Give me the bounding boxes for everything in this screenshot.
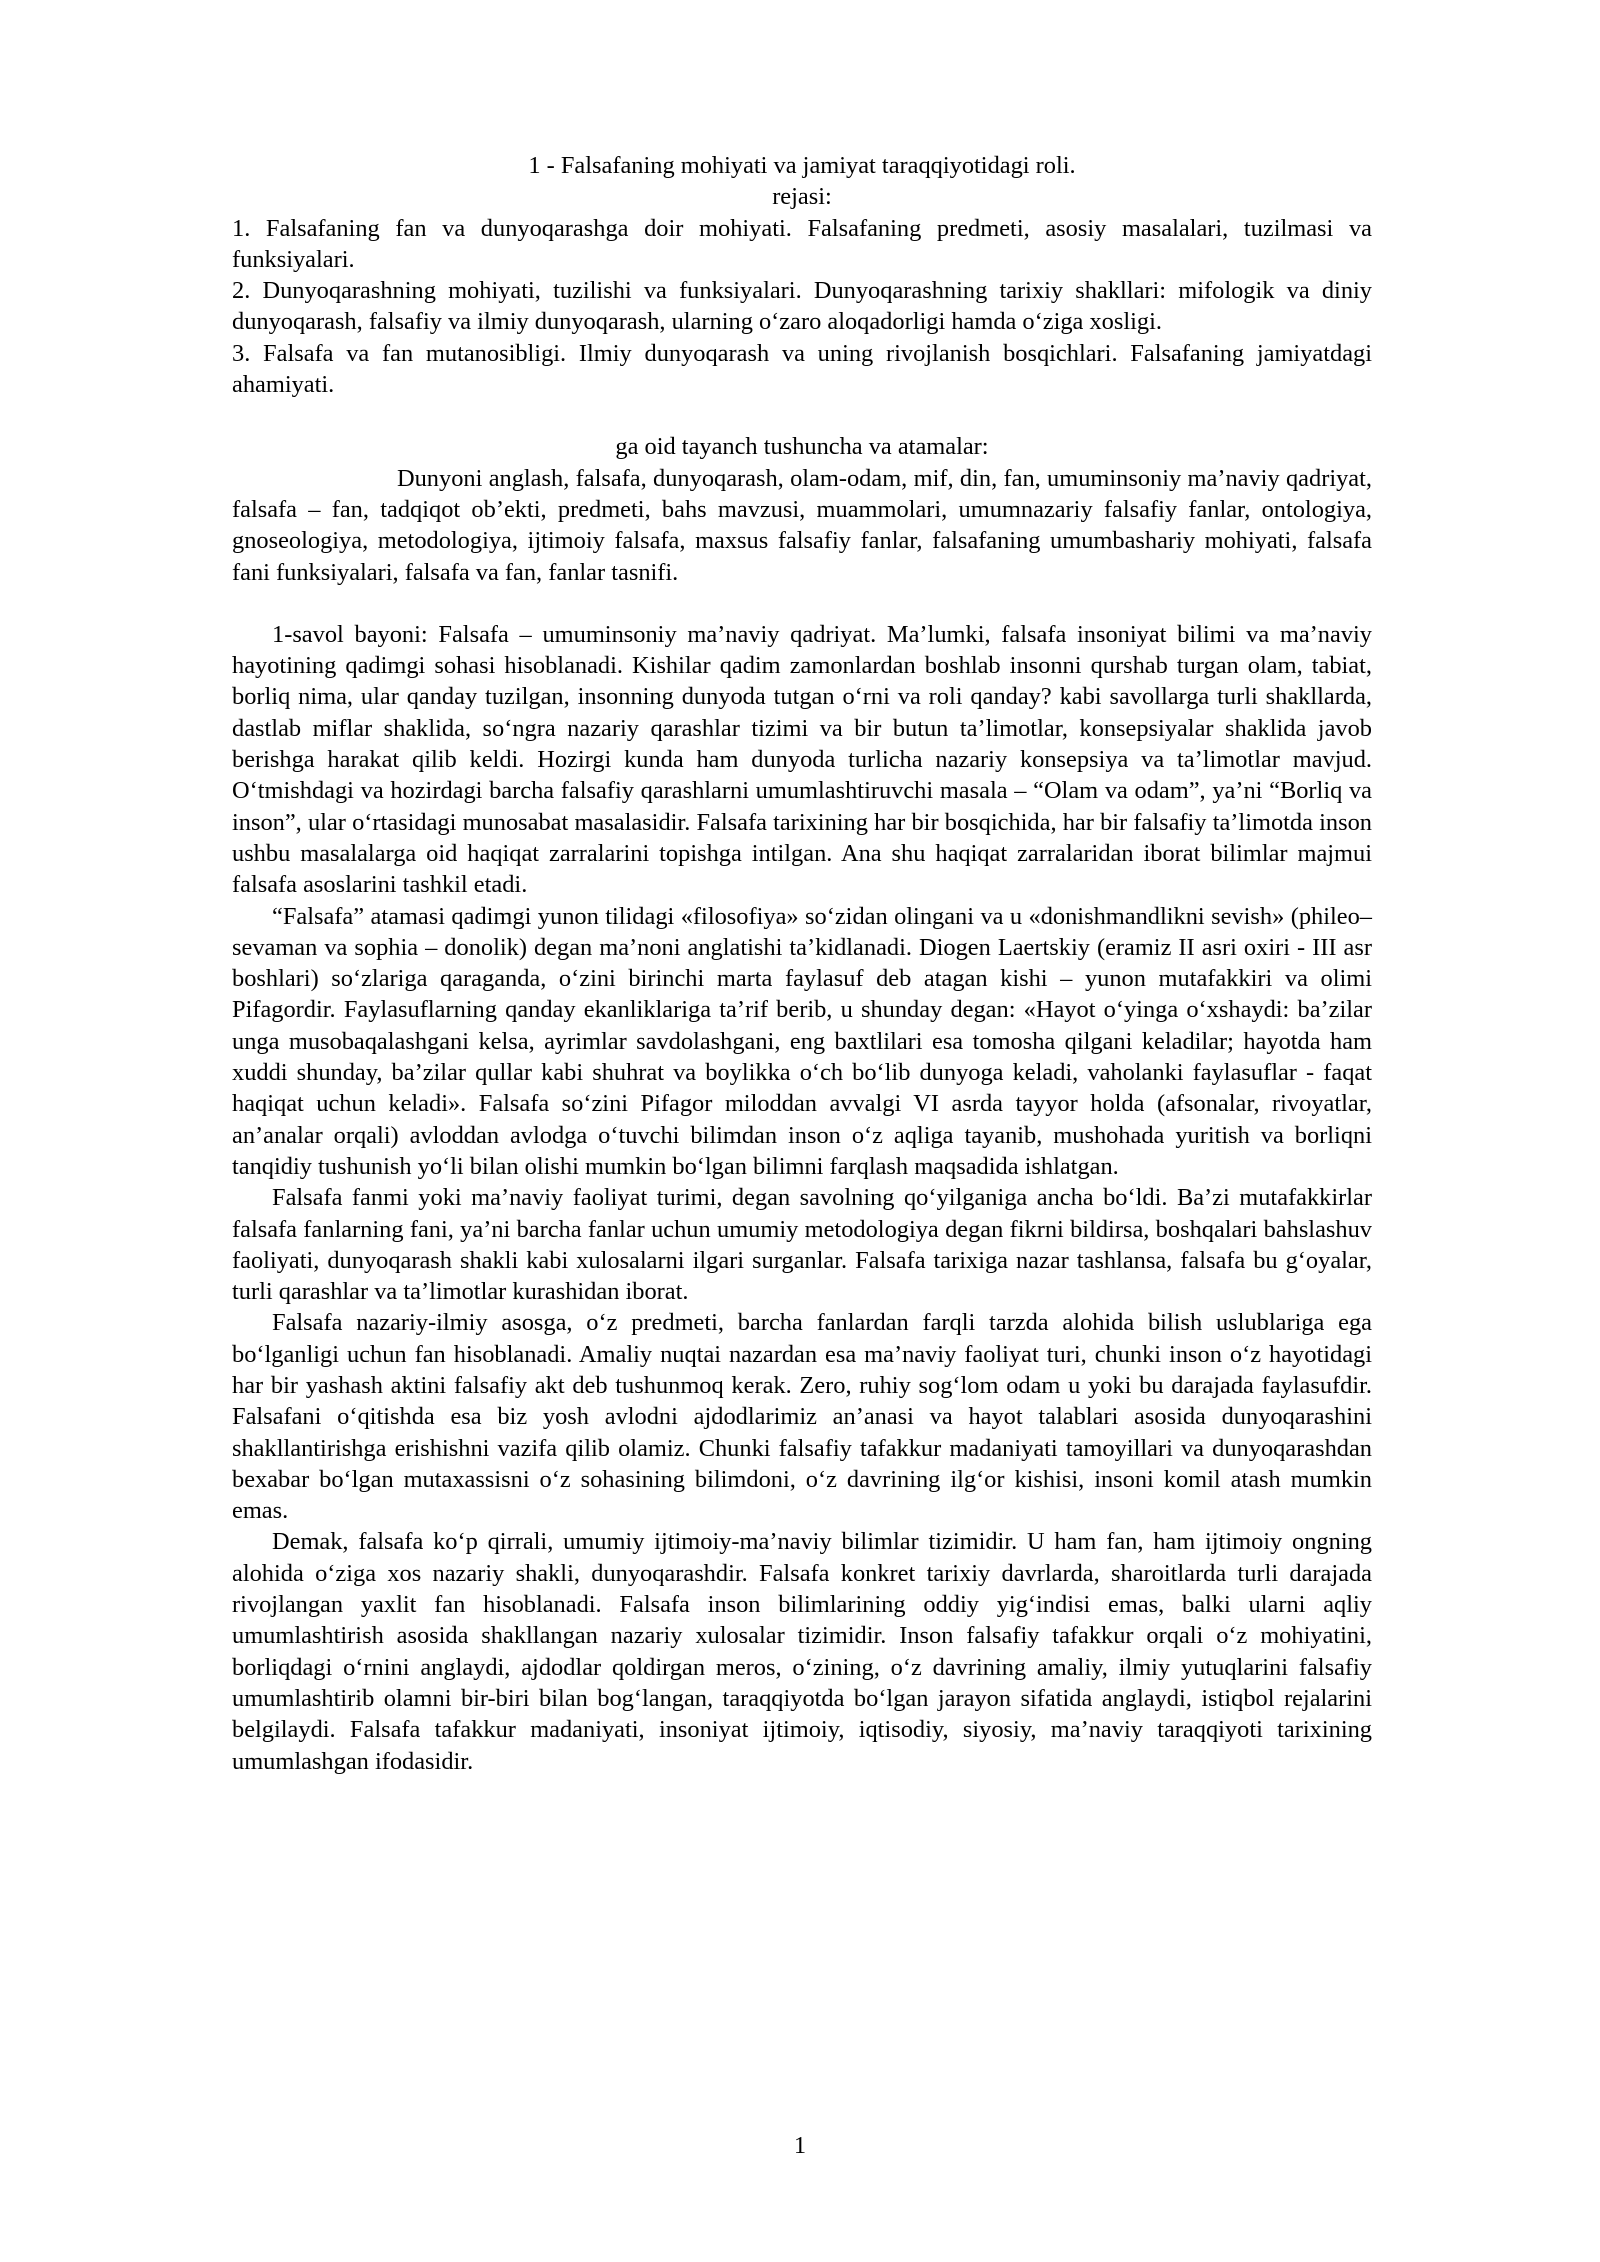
body-paragraph: Falsafa nazariy-ilmiy asosga, o‘z predmeti, barcha fanlardan farqli tarzda alohida bilish uslublariga ega bo‘lganligi uchun fan hisoblanadi. Amaliy nuqtai nazardan esa ma’naviy faoliyat turi, chunki inson o‘z hayotidagi har bir yashash aktini falsafiy akt deb tushunmoq kerak. Zero, ruhiy sog‘lom odam u yoki bu darajada faylasufdir. Falsafani o‘qitishda esa biz yosh avlodni ajdodlarimiz an’anasi va hayot talablari asosida dunyoqarashini shakllantirishga erishishni vazifa qilib olamiz. Chunki falsafiy tafakkur madaniyati tamoyillari va dunyoqarashdan bexabar bo‘lgan mutaxassisni o‘z sohasining bilimdoni, o‘z davrining ilg‘or kishisi, insoni komil atash mumkin emas. xyxy=(232,1309,1372,1525)
plan-item-2: 2. Dunyoqarashning mohiyati, tuzilishi va funksiyalari. Dunyoqarashning tarixiy shakllari: mifologik va diniy dunyoqarash, falsafiy va ilmiy dunyoqarash, ularning o‘zaro aloqadorligi hamda o‘ziga xosligi. xyxy=(232,277,1372,336)
plan-label: rejasi: xyxy=(772,183,832,211)
document-title: 1 - Falsafaning mohiyati va jamiyat taraqqiyotidagi roli. xyxy=(528,152,1076,179)
body-paragraph: 1-savol bayoni: Falsafa – umuminsoniy ma’naviy qadriyat. Ma’lumki, falsafa insoniyat bilimi va ma’naviy hayotining qadimgi sohasi hisoblanadi. Kishilar qadim zamonlardan boshlab insonni qurshab turgan olam, tabiat, borliq nima, ular qanday tuzilgan, insonning dunyoda tutgan o‘rni va roli qanday? kabi savollarga turli shakllarda, dastlab miflar shaklida, so‘ngra nazariy qarashlar tizimi va bir butun ta’limotlar, konsepsiyalar shaklida javob berishga harakat qilib keldi. Hozirgi kunda ham dunyoda turlicha nazariy konsepsiya va ta’limotlar mavjud. O‘tmishdagi va hozirdagi barcha falsafiy qarashlarni umumlashtiruvchi masala – “Olam va odam”, ya’ni “Borliq va inson”, ular o‘rtasidagi munosabat masalasidir. Falsafa tarixining har bir bosqichida, har bir falsafiy ta’limotda inson ushbu masalalarga oid haqiqat zarralarini topishga intilgan. Ana shu haqiqat zarralaridan iborat bilimlar majmui falsafa asoslarini tashkil etadi. xyxy=(232,620,1372,899)
body-paragraph: Demak, falsafa ko‘p qirrali, umumiy ijtimoiy-ma’naviy bilimlar tizimidir. U ham fan, ham ijtimoiy ongning alohida o‘ziga xos nazariy shakli, dunyoqarashdir. Falsafa konkret tarixiy davrlarda, sharoitlarda turli darajada rivojlangan yaxlit fan hisoblanadi. Falsafa inson bilimlarining oddiy yig‘indisi emas, balki ularni aqliy umumlashtirish asosida shakllangan nazariy xulosalar tizimidir. Inson falsafiy tafakkur orqali o‘z mohiyatini, borliqdagi o‘rnini anglaydi, ajdodlar qoldirgan meros, o‘zining, o‘z davrining amaliy, ilmiy yutuqlarini falsafiy umumlashtirib olamni bir-biri bilan bog‘langan, taraqqiyotda bo‘lgan jarayon sifatida anglaydi, istiqbol rejalarini belgilaydi. Falsafa tafakkur madaniyati, insoniyat ijtimoiy, iqtisodiy, siyosiy, ma’naviy taraqqiyoti tarixining umumlashgan ifodasidir. xyxy=(232,1528,1372,1775)
body-paragraph: Falsafa fanmi yoki ma’naviy faoliyat turimi, degan savolning qo‘yilganiga ancha bo‘ldi. Ba’zi mutafakkirlar falsafa fanlarning fani, ya’ni barcha fanlar uchun umumiy metodologiya degan fikrni bildirsa, boshqalari bahslashuv faoliyati, dunyoqarash shakli kabi xulosalarni ilgari surganlar. Falsafa tarixiga nazar tashlansa, falsafa bu g‘oyalar, turli qarashlar va ta’limotlar kurashidan iborat. xyxy=(232,1184,1372,1306)
document-page xyxy=(232,150,1372,1777)
plan-item-3: 3. Falsafa va fan mutanosibligi. Ilmiy dunyoqarash va uning rivojlanish bosqichlari. Falsafaning jamiyatdagi ahamiyati. xyxy=(232,339,1372,399)
body-paragraph: “Falsafa” atamasi qadimgi yunon tilidagi «filosofiya» so‘zidan olingani va u «donishmandlikni sevish» (phileo– sevaman va sophia – donolik) degan ma’noni anglatishi ta’kidlanadi. Diogen Laertskiy (eramiz II asri oxiri - III asr boshlari) so‘zlariga qaraganda, o‘zini birinchi marta faylasuf deb atagan kishi – yunon mutafakkiri va olimi Pifagordir. Faylasuflarning qanday ekanliklariga ta’rif berib, u shunday degan: «Hayot o‘yinga o‘xshaydi: ba’zilar unga musobaqalashgani kelsa, ayrimlar savdolashgani, eng baxtlilari esa tomosha qilgani keladilar; hayotda ham xuddi shunday, ba’zilar qullar kabi shuhrat va boylikka o‘ch bo‘lib dunyoga keladi, vaholanki faylasuflar - faqat haqiqat uchun keladi». Falsafa so‘zini Pifagor miloddan avvalgi VI asrda tayyor holda (afsonalar, rivoyatlar, an’analar orqali) avloddan avlodga o‘tuvchi bilimdan inson o‘z aqliga tayanib, mushohada yuritish va borliqni tanqidiy tushunish yo‘li bilan olishi mumkin bo‘lgan bilimni farqlash maqsadida ishlatgan. xyxy=(232,902,1372,1180)
terms-text: Dunyoni anglash, falsafa, dunyoqarash, olam-odam, mif, din, fan, umuminsoniy ma’naviy qadriyat, falsafa – fan, tadqiqot ob’ekti, predmeti, bahs mavzusi, muammolari, umumnazariy falsafiy fanlar, ontologiya, gnoseologiya, metodologiya, ijtimoiy falsafa, maxsus falsafiy fanlar, falsafaning umumbashariy mohiyati, falsafa fani funksiyalari, falsafa va fan, fanlar tasnifi. xyxy=(232,464,1372,586)
terms-heading: ga oid tayanch tushuncha va atamalar: xyxy=(615,433,989,461)
page-number: 1 xyxy=(793,2132,807,2159)
plan-item-1: 1. Falsafaning fan va dunyoqarashga doir mohiyati. Falsafaning predmeti, asosiy masalalari, tuzilmasi va funksiyalari. xyxy=(232,214,1372,273)
